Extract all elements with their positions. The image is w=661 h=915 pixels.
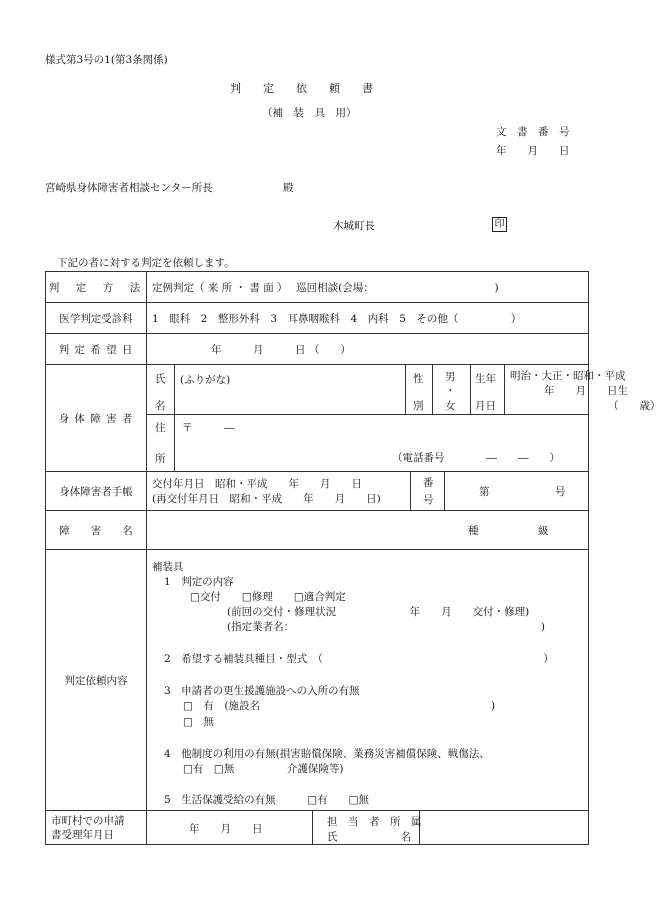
- clinic-value[interactable]: [147, 303, 589, 334]
- content-item-1: 1 判定の内容: [164, 576, 234, 588]
- desired-date-text: 年 月 日 （ ）: [211, 343, 351, 356]
- address-label-bottom: 所: [155, 453, 166, 465]
- facility-no-option[interactable]: □ 無: [183, 716, 214, 728]
- receipt-date-label-line1: 市町村での申請: [51, 814, 125, 827]
- birth-date-field[interactable]: 年 月 日生: [544, 385, 628, 397]
- person-col-divider-4: [470, 365, 471, 414]
- disability-value[interactable]: [147, 511, 589, 550]
- address-label-top: 住: [155, 422, 166, 434]
- other-system-options[interactable]: □有 □無 介護保険等): [183, 763, 344, 775]
- footer-divider-1: [312, 811, 313, 844]
- desired-date-label: 判 定 希 望 日: [46, 334, 147, 365]
- receipt-date-label: [46, 811, 147, 845]
- staff-affiliation-label: 担 当 者 所 属: [327, 816, 422, 828]
- desired-device-field[interactable]: 2 希望する補装具種目・型式 （ ）: [164, 653, 554, 665]
- method-text: 定例判定（ 来 所 ・ 書 面 ） 巡回相談(会場： ): [152, 281, 499, 294]
- staff-name-label: 氏 名: [327, 831, 411, 843]
- document-date-label: 年 月 日: [496, 145, 570, 157]
- seal-icon: 印: [492, 217, 507, 232]
- row-footer: [46, 811, 589, 845]
- sender-name: 木城町長: [333, 220, 375, 232]
- row-content: [46, 550, 589, 811]
- document-number-label: 文 書 番 号: [496, 126, 570, 138]
- birth-label-top: 生年: [475, 373, 496, 385]
- handbook-divider-2: [444, 472, 445, 510]
- handbook-details: [147, 472, 589, 511]
- addressee: 宮崎県身体障害者相談センター所長: [45, 182, 213, 194]
- method-label: 判 定 方 法: [46, 272, 147, 303]
- vendor-name-field[interactable]: (指定業者名： ): [227, 621, 545, 633]
- judgment-type-options[interactable]: □交付 □修理 □適合判定: [190, 591, 346, 603]
- form-title: 判 定 依 頼 書: [230, 82, 373, 95]
- disability-type-label: 種: [468, 525, 479, 537]
- issue-date-field[interactable]: 交付年月日 昭和・平成 年 月 日: [152, 478, 362, 490]
- person-details: [147, 365, 661, 472]
- form-number: 様式第3号の1(第3条関係): [45, 54, 168, 66]
- content-label: 判定依頼内容: [46, 550, 147, 811]
- welfare-options[interactable]: 5 生活保護受給の有無 □有 □無: [164, 794, 370, 806]
- row-desired-date: [46, 334, 589, 365]
- furigana-field[interactable]: (ふりがな): [180, 374, 231, 386]
- content-heading: 補装具: [152, 561, 184, 573]
- honorific: 殿: [283, 182, 294, 194]
- person-col-divider-2: [405, 365, 406, 414]
- person-col-divider-5: [504, 365, 505, 414]
- sex-male-option[interactable]: 男: [445, 371, 456, 383]
- row-clinic: [46, 303, 589, 334]
- method-value[interactable]: [147, 272, 589, 303]
- desired-date-value[interactable]: [147, 334, 589, 365]
- form-subtitle: （補 装 具 用）: [262, 107, 357, 119]
- sex-label-bottom: 別: [413, 400, 424, 412]
- handbook-label: 身体障害者手帳: [46, 472, 147, 511]
- content-details: [147, 550, 589, 811]
- sex-female-option[interactable]: 女: [445, 400, 456, 412]
- reissue-date-field[interactable]: (再交付年月日 昭和・平成 年 月 日): [152, 493, 381, 505]
- receipt-date-field[interactable]: 年 月 日: [189, 823, 263, 835]
- row-disability: [46, 511, 589, 550]
- age-field[interactable]: （ 歳）: [608, 400, 661, 412]
- person-col-divider-1: [174, 365, 175, 471]
- person-label: 身 体 障 害 者: [46, 365, 147, 472]
- name-label-top: 氏: [155, 373, 166, 385]
- row-handbook: [46, 472, 589, 511]
- number-label-top: 番: [423, 477, 434, 489]
- sex-separator: ・: [445, 385, 456, 397]
- person-col-divider-3: [432, 365, 433, 414]
- phone-field[interactable]: （電話番号 ― ― ）: [392, 452, 560, 464]
- clinic-text: 1 眼科 2 整形外科 3 耳鼻咽喉科 4 内科 5 その他（ ）: [152, 312, 522, 325]
- footer-details: [147, 811, 589, 845]
- birth-era-options[interactable]: 明治・大正・昭和・平成: [510, 370, 626, 382]
- name-label-bottom: 名: [155, 400, 166, 412]
- receipt-date-label-line2: 書受理年月日: [51, 828, 114, 841]
- request-statement: 下記の者に対する判定を依頼します。: [57, 257, 235, 269]
- postal-code-field[interactable]: 〒 ―: [182, 422, 235, 434]
- birth-label-bottom: 月日: [475, 400, 496, 412]
- disability-grade-label: 級: [538, 525, 549, 537]
- handbook-number-suffix: 号: [555, 486, 566, 498]
- previous-status-field[interactable]: (前回の交付・修理状況 年 月 交付・修理): [227, 606, 530, 618]
- row-method: [46, 272, 589, 303]
- clinic-label: 医学判定受診科: [46, 303, 147, 334]
- content-item-4: 4 他制度の利用の有無(損害賠償保険、業務災害補償保険、戦傷法、: [164, 748, 490, 760]
- handbook-divider-1: [410, 472, 411, 510]
- request-form-table: [45, 271, 661, 845]
- disability-label: 障 害 名: [46, 511, 147, 550]
- row-person: [46, 365, 589, 472]
- number-label-bottom: 号: [423, 494, 434, 506]
- handbook-number-prefix: 第: [479, 486, 490, 498]
- facility-yes-option[interactable]: □ 有 (施設名 ): [183, 700, 496, 712]
- person-divider: [147, 414, 588, 415]
- sex-label-top: 性: [413, 373, 424, 385]
- content-item-3: 3 申請者の更生援護施設への入所の有無: [164, 685, 360, 697]
